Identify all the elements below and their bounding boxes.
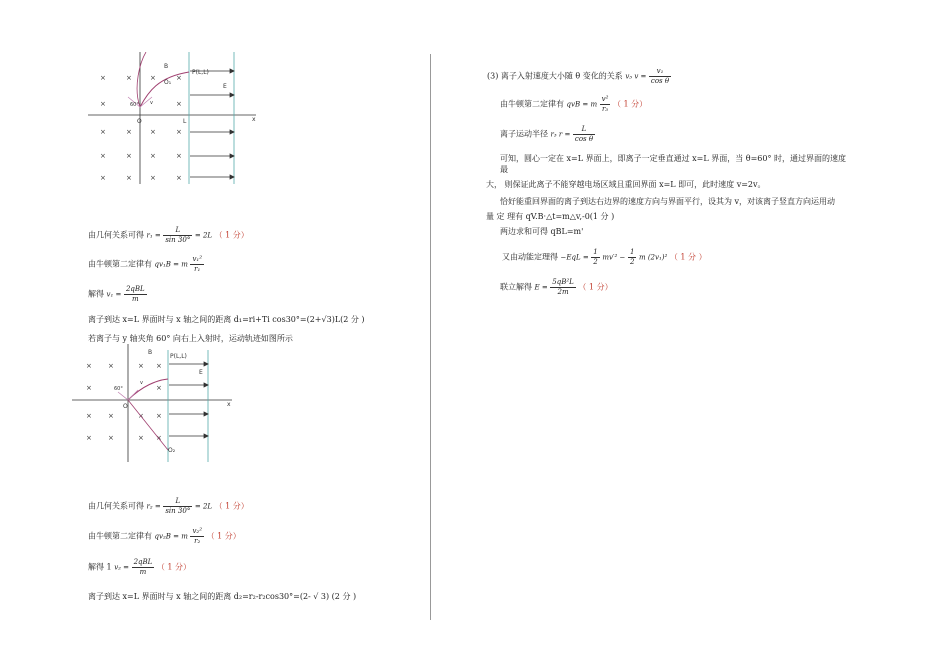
svg-text:×: × [176, 152, 182, 160]
fig2-label-B: B [148, 349, 153, 356]
svg-text:×: × [108, 362, 114, 370]
svg-text:×: × [150, 152, 156, 160]
right-step-newton [500, 95, 647, 114]
numerator: 5qB²L [552, 278, 574, 286]
fig1-label-L: L [183, 118, 187, 125]
denominator: cos θ [574, 135, 594, 143]
right-text-momentum-line-a: 恰好能重回界面的离子到达右边界的速度方向与界面平行，设其为 v，对该离子竖直方向运用动 [500, 197, 836, 206]
svg-text:×: × [176, 100, 182, 108]
numerator: v₂² [192, 527, 203, 535]
formula-lhs: v₂ = [114, 563, 130, 572]
numerator: v² [601, 95, 609, 103]
denominator: 2 [593, 258, 598, 266]
numerator: L [573, 125, 595, 135]
fraction [163, 497, 192, 516]
fraction [163, 226, 192, 245]
denominator: m [132, 295, 139, 303]
svg-text:×: × [100, 100, 106, 108]
text: 联立解得 [500, 282, 532, 292]
score: （ 1 分） [578, 282, 613, 292]
svg-text:×: × [108, 412, 114, 420]
svg-text:×: × [138, 412, 144, 420]
right-text-center-line-b: 最 [500, 165, 508, 174]
svg-text:×: × [126, 74, 132, 82]
fig2-label-O: O [123, 403, 128, 410]
text: 由牛顿第二定律有 [500, 99, 564, 109]
right-text-max-speed: 大， 则保证此离子不能穿越电场区域且重回界面 x=L 即可，此时速度 v=2v。 [486, 180, 766, 189]
right-step-result-E [500, 278, 613, 297]
text: 解得 1 [88, 562, 112, 572]
numerator: 2qBL [133, 558, 153, 566]
denominator: sin 30° [165, 236, 191, 244]
fraction [573, 125, 595, 144]
svg-text:×: × [156, 362, 162, 370]
text: 解得 [88, 289, 104, 299]
svg-text:×: × [86, 362, 92, 370]
text: 又由动能定理得 [502, 252, 558, 262]
formula-lhs: r₁ = [146, 231, 161, 240]
fig1-label-O: O [137, 118, 142, 125]
numerator: v₁² [192, 255, 203, 263]
formula-tail: m (2v₁)² [638, 253, 668, 262]
svg-text:×: × [176, 74, 182, 82]
text: 由几何关系可得 [88, 501, 144, 511]
numerator: L [163, 226, 192, 236]
numerator: v₁ [649, 67, 671, 77]
svg-text:×: × [100, 174, 106, 182]
svg-text:×: × [100, 74, 106, 82]
score: （ 1 分） [612, 99, 648, 109]
svg-text:×: × [126, 174, 132, 182]
left-step-geometry-r1 [88, 226, 249, 245]
svg-text:×: × [138, 434, 144, 442]
formula-mid: mv′² − [602, 253, 626, 262]
svg-text:×: × [150, 128, 156, 136]
svg-text:×: × [126, 128, 132, 136]
formula-lhs: r₃ r = [550, 130, 571, 139]
score: （ 1 分） [206, 531, 241, 541]
formula-lhs: r₂ = [146, 502, 161, 511]
fig2-label-v: v [140, 380, 143, 386]
left-step-case-60: 若离子与 y 轴夹角 60° 向右上入射时，运动轨迹如图所示 [88, 334, 293, 343]
column-divider [430, 54, 431, 620]
svg-text:×: × [100, 152, 106, 160]
fig2-label-O2: O₂ [168, 447, 176, 454]
fig1-label-O1: O₁ [164, 79, 172, 86]
denominator: 2m [557, 288, 569, 296]
fig1-label-P: P(L,L) [192, 69, 209, 76]
denominator: r₂ [194, 537, 201, 545]
score: （ 1 分 ） [669, 252, 707, 262]
formula-rhs: = 2L [194, 231, 213, 240]
formula-lhs: qvB = m [566, 100, 598, 109]
right-text-sum: 两边求和可得 qBL=m' [500, 227, 584, 236]
fraction-a [591, 248, 599, 267]
text: 由几何关系可得 [88, 230, 144, 240]
svg-text:×: × [156, 412, 162, 420]
right-step-radius [500, 125, 595, 144]
svg-text:×: × [176, 174, 182, 182]
svg-text:×: × [156, 434, 162, 442]
fig1-label-E: E [223, 83, 227, 90]
fig2-label-P: P(L,L) [170, 353, 187, 360]
denominator: r₃ [601, 105, 609, 113]
svg-text:×: × [156, 384, 162, 392]
svg-text:×: × [108, 434, 114, 442]
numerator: 1 [629, 248, 635, 256]
score: （ 1 分） [156, 562, 192, 572]
left-step-distance-d1: 离子到达 x=L 界面时与 x 轴之间的距离 d₁=ri+Ti cos30°=(2+√3)L(2 分 ) [88, 315, 365, 324]
denominator: sin 30° [165, 507, 191, 515]
fraction [190, 255, 204, 274]
fraction [190, 527, 204, 546]
fig1-label-B: B [164, 63, 169, 70]
formula-lhs: −EqL = [560, 253, 589, 262]
score: （ 1 分） [214, 501, 249, 511]
left-step-newton-1 [88, 255, 204, 274]
svg-text:×: × [138, 362, 144, 370]
fraction [550, 278, 576, 297]
fraction-b [628, 248, 636, 267]
fraction [132, 558, 155, 577]
fraction [600, 95, 611, 114]
numerator: L [163, 497, 192, 507]
fig2-label-angle: 60° [114, 386, 123, 392]
svg-text:×: × [86, 384, 92, 392]
formula-lhs: E = [534, 283, 548, 292]
fig1-label-v: v [150, 100, 153, 106]
left-step-solve-v1 [88, 285, 147, 304]
svg-text:×: × [100, 128, 106, 136]
right-text-momentum-line-b: 量 定 理有 qV.B·△t=m△v,-0(1 分 ) [486, 212, 615, 221]
score: （ 1 分） [214, 230, 249, 240]
figure-1-trajectory [88, 52, 260, 184]
numerator: 2qBL [125, 285, 145, 293]
formula-lhs: v₃ v = [625, 72, 647, 81]
fraction [124, 285, 147, 304]
denominator: r₁ [194, 265, 201, 273]
svg-text:×: × [86, 412, 92, 420]
formula-rhs: = 2L [194, 502, 213, 511]
text: 离子运动半径 [500, 129, 548, 139]
formula-lhs: v₁ = [106, 290, 122, 299]
fig1-label-x: x [252, 116, 256, 123]
numerator: 1 [593, 248, 598, 256]
denominator: 2 [629, 258, 635, 266]
denominator: cos θ [650, 77, 670, 85]
fig1-label-angle: 60° [130, 102, 139, 108]
left-step-geometry-r2 [88, 497, 249, 516]
left-step-distance-d2: 离子到达 x=L 界面时与 x 轴之间的距离 d₂=r₂-r₂cos30°=(2- √ 3) (2 分 ) [88, 592, 357, 601]
text: 由牛顿第二定律有 [88, 531, 152, 541]
svg-text:×: × [176, 128, 182, 136]
denominator: m [139, 568, 147, 576]
figure-2-trajectory [72, 344, 234, 462]
svg-text:×: × [150, 74, 156, 82]
svg-text:×: × [86, 434, 92, 442]
formula-lhs: qv₂B = m [154, 532, 188, 541]
svg-text:×: × [150, 174, 156, 182]
left-step-solve-v2 [88, 558, 191, 577]
text: 由牛顿第二定律有 [88, 259, 152, 269]
left-step-newton-2 [88, 527, 241, 546]
svg-text:×: × [126, 152, 132, 160]
text: (3) 离子入射速度大小随 θ 变化的关系 [487, 71, 623, 81]
right-step-velocity-relation [487, 67, 671, 86]
right-text-center-line-a: 可知，圆心一定在 x=L 界面上，即离子一定垂直通过 x=L 界面，当 θ=60° 时，通过界面的速度 [500, 154, 847, 163]
formula-lhs: qv₁B = m [154, 260, 188, 269]
fraction [649, 67, 671, 86]
right-step-energy [502, 248, 707, 267]
fig2-label-x: x [227, 401, 231, 408]
fig2-label-E: E [199, 369, 203, 376]
